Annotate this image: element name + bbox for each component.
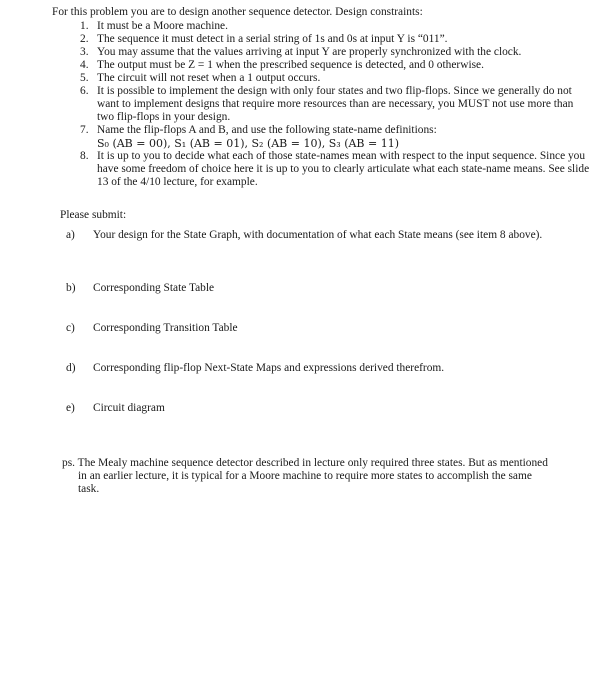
submit-item-text: Your design for the State Graph, with documentation of what each State means (see item 8 above). <box>93 229 543 241</box>
intro-text: For this problem you are to design another sequence detector. Design constraints: <box>52 6 423 18</box>
constraint-number: 8. <box>80 150 89 162</box>
constraint-item-3 <box>80 46 590 59</box>
constraint-item-2 <box>80 33 590 46</box>
constraint-item-8 <box>80 150 590 189</box>
submit-item-d <box>66 362 566 375</box>
constraint-number: 3. <box>80 46 89 58</box>
submit-item-letter: d) <box>66 362 76 374</box>
constraint-text: It is up to you to decide what each of those state-names mean with respect to the input sequence. Since you have some freedom of choice here it is up to you to clearly articulate what each state-name means. See slide 13 of the 4/10 lecture, for example. <box>97 150 590 188</box>
constraint-text: The sequence it must detect in a serial string of 1s and 0s at input Y is “011”. <box>97 33 448 45</box>
submit-item-letter: e) <box>66 402 75 414</box>
submit-item-text: Corresponding Transition Table <box>93 322 238 334</box>
submit-item-text: Corresponding flip-flop Next-State Maps and expressions derived therefrom. <box>93 362 445 374</box>
submit-heading: Please submit: <box>60 209 127 221</box>
constraint-item-4 <box>80 59 590 72</box>
constraint-item-5 <box>80 72 590 85</box>
submit-item-c <box>66 322 566 335</box>
constraint-text: You may assume that the values arriving at input Y are properly synchronized with the clock. <box>97 46 522 58</box>
submit-item-letter: a) <box>66 229 75 241</box>
submit-item-a <box>66 229 566 242</box>
submit-item-b <box>66 282 566 295</box>
constraint-text: The output must be Z = 1 when the prescribed sequence is detected, and 0 otherwise. <box>97 59 484 71</box>
constraint-number: 1. <box>80 20 89 32</box>
postscript-text: ps. The Mealy machine sequence detector described in lecture only required three states. But as mentioned in an earlier lecture, it is typical for a Moore machine to require more states to accomplish the same task. <box>62 457 548 495</box>
constraint-number: 2. <box>80 33 89 45</box>
constraint-text: It is possible to implement the design with only four states and two flip-flops. Since we generally do not want to implement designs that require more resources than are necessary, you MUST not use more than two flip-flops in your design. <box>97 85 574 123</box>
constraint-item-7 <box>80 124 590 150</box>
constraint-text: The circuit will not reset when a 1 output occurs. <box>97 72 321 84</box>
submit-item-text: Corresponding State Table <box>93 282 215 294</box>
constraint-number: 5. <box>80 72 89 84</box>
submit-item-text: Circuit diagram <box>93 402 165 414</box>
state-definitions: S₀ (AB = 00), S₁ (AB = 01), S₂ (AB = 10), S₃ (AB = 11) <box>97 137 400 150</box>
constraint-text: Name the flip-flops A and B, and use the following state-name definitions: <box>97 124 437 136</box>
constraint-number: 6. <box>80 85 89 97</box>
postscript <box>62 457 552 496</box>
constraint-text: It must be a Moore machine. <box>97 20 228 32</box>
submit-item-letter: b) <box>66 282 76 294</box>
constraint-number: 7. <box>80 124 89 136</box>
constraint-number: 4. <box>80 59 89 71</box>
constraint-item-6 <box>80 85 590 124</box>
submit-item-letter: c) <box>66 322 75 334</box>
constraint-item-1 <box>80 20 590 33</box>
constraints-list <box>80 20 590 189</box>
submit-item-e <box>66 402 566 415</box>
